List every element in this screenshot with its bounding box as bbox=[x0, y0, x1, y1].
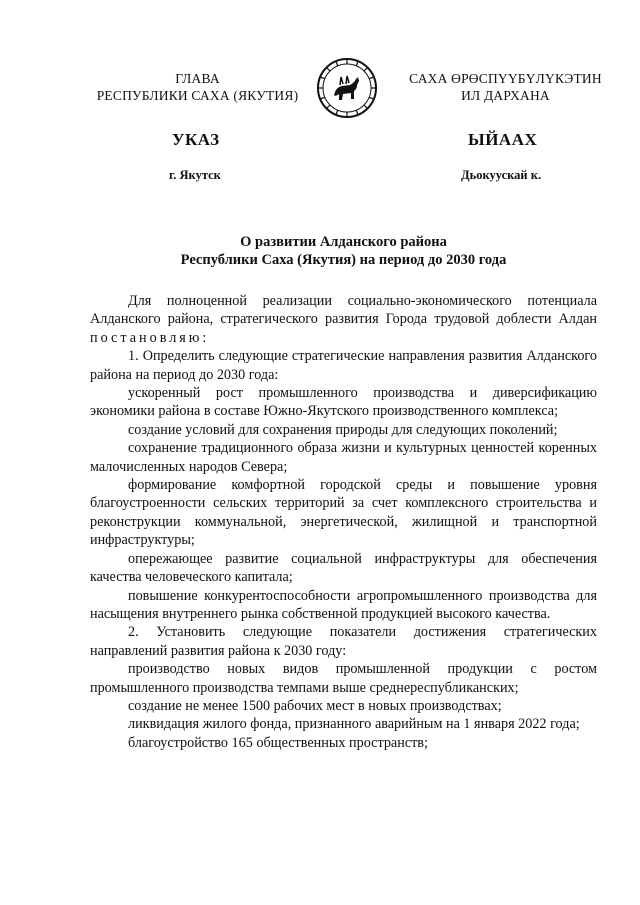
city-right: Дьокуускай к. bbox=[461, 168, 542, 182]
intro-paragraph bbox=[90, 292, 597, 347]
header-left-line2: РЕСПУБЛИКИ САХА (ЯКУТИЯ) bbox=[96, 88, 299, 103]
paragraph: повышение конкурентоспособности агропромышленного производства для насыщения внутреннего рынка собственной продукцией высокого качества. bbox=[90, 587, 597, 622]
doc-type-right: ЫЙААХ bbox=[468, 130, 538, 149]
intro-text: Для полноценной реализации социально-экономического потенциала Алданского района, стратегического развития Города трудовой доблести Алдан bbox=[90, 293, 597, 328]
paragraph: 1. Определить следующие стратегические направления развития Алданского района на период до 2030 года: bbox=[90, 348, 597, 383]
header-left-line1: ГЛАВА bbox=[175, 71, 220, 86]
paragraph: опережающее развитие социальной инфраструктуры для обеспечения качества человеческого капитала; bbox=[90, 550, 597, 586]
doc-type-left: УКАЗ bbox=[172, 130, 220, 149]
paragraph: создание не менее 1500 рабочих мест в новых производствах; bbox=[128, 697, 502, 714]
paragraph: благоустройство 165 общественных пространств; bbox=[128, 734, 428, 751]
heading-line2: Республики Саха (Якутия) на период до 2030 года bbox=[180, 252, 507, 268]
document-body bbox=[90, 292, 597, 752]
header-right bbox=[398, 70, 613, 104]
coat-of-arms-icon bbox=[316, 57, 378, 119]
paragraph: сохранение традиционного образа жизни и культурных ценностей коренных малочисленных народов Севера; bbox=[90, 440, 597, 475]
paragraph: 2. Установить следующие показатели достижения стратегических направлений развития района к 2030 году: bbox=[90, 624, 597, 659]
paragraph: ускоренный рост промышленного производства и диверсификацию экономики района в составе Южно-Якутского производственного комплекса; bbox=[90, 385, 597, 420]
city-left: г. Якутск bbox=[169, 168, 221, 182]
header-left bbox=[90, 70, 305, 104]
header-right-line2: ИЛ ДАРХАНА bbox=[461, 88, 550, 103]
paragraph: ликвидация жилого фонда, признанного аварийным на 1 января 2022 года; bbox=[128, 716, 580, 733]
paragraph: формирование комфортной городской среды и повышение уровня благоустроенности сельских территорий за счет комплексного строительства и реконструкции коммунальной, энергетической, жилищной и транспортной инфраструктуры; bbox=[90, 477, 597, 549]
document-heading bbox=[60, 233, 627, 269]
paragraph: производство новых видов промышленной продукции с ростом промышленного производства темпами выше среднереспубликанских; bbox=[90, 661, 597, 696]
intro-spaced-verb: постановляю: bbox=[90, 329, 210, 346]
heading-line1: О развитии Алданского района bbox=[240, 234, 447, 250]
paragraph: создание условий для сохранения природы для следующих поколений; bbox=[128, 421, 558, 438]
header-right-line1: САХА ӨРӨСПҮҮБҮЛҮКЭТИН bbox=[409, 71, 602, 86]
